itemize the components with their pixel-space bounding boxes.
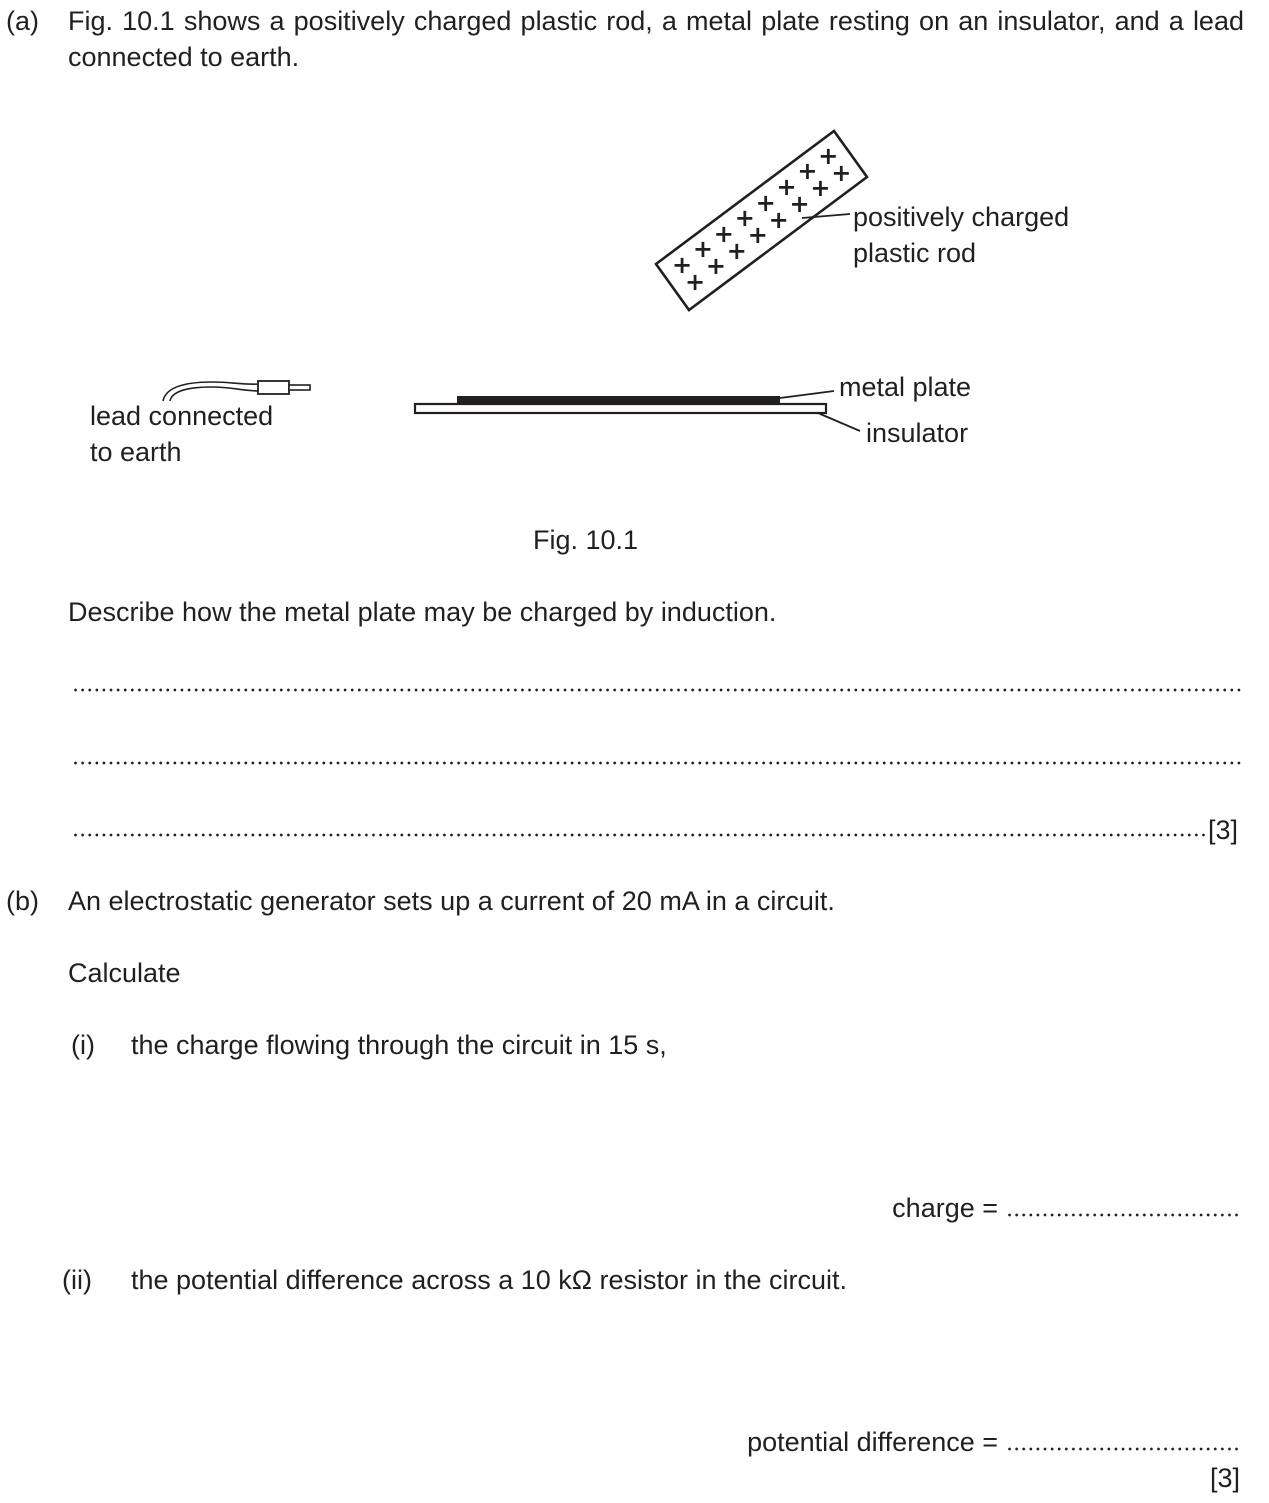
- pd-answer-label: potential difference =: [747, 1427, 998, 1457]
- rod-label-line2: plastic rod: [853, 238, 977, 268]
- plate-leader-line: [780, 391, 834, 398]
- insulator-shape: [415, 404, 826, 413]
- sub-ii-label: (ii): [62, 1265, 92, 1295]
- part-a-label: (a): [6, 6, 39, 36]
- plus-sign: +: [776, 173, 797, 201]
- figure-10-1: [0, 0, 1269, 520]
- plus-sign: +: [734, 204, 755, 233]
- plus-sign: +: [685, 268, 706, 296]
- plus-sign: +: [672, 251, 693, 279]
- answer-line-2[interactable]: [72, 760, 1242, 766]
- metal-plate-shape: [457, 396, 780, 404]
- lead-label-line1: lead connected: [90, 401, 274, 431]
- plus-sign: +: [692, 235, 713, 264]
- sub-ii-text: the potential difference across a 10 kΩ resistor in the circuit.: [131, 1265, 848, 1295]
- plus-sign: +: [726, 236, 747, 265]
- insulator-leader-line: [818, 413, 860, 431]
- part-b-intro: An electrostatic generator sets up a current of 20 mA in a circuit.: [68, 886, 835, 916]
- plus-sign: +: [810, 174, 831, 203]
- sub-i-label: (i): [71, 1030, 95, 1060]
- answer-line-1[interactable]: [72, 687, 1242, 693]
- plus-sign: +: [705, 252, 726, 281]
- lead-label-line2: to earth: [90, 437, 182, 467]
- sub-i-text: the charge flowing through the circuit in 15 s,: [131, 1030, 667, 1060]
- plus-sign: +: [755, 188, 776, 217]
- answer-line-3[interactable]: [72, 832, 1208, 838]
- part-a-intro: Fig. 10.1 shows a positively charged plastic rod, a metal plate resting on an insulator, and a lead connected to earth.: [68, 6, 1244, 72]
- plus-sign: +: [797, 157, 818, 186]
- plus-sign: +: [831, 158, 852, 187]
- plate-label: metal plate: [839, 372, 972, 402]
- plus-sign: +: [713, 219, 734, 248]
- pd-answer-line[interactable]: [1006, 1446, 1241, 1452]
- plus-sign: +: [747, 221, 768, 250]
- part-b-label: (b): [6, 886, 39, 916]
- figure-caption: Fig. 10.1: [533, 525, 639, 555]
- charge-answer-line[interactable]: [1006, 1212, 1241, 1218]
- part-b-marks: [3]: [1210, 1463, 1241, 1493]
- part-a-marks: [3]: [1208, 815, 1239, 845]
- part-b-instruction: Calculate: [68, 958, 181, 988]
- rod-label-line1: positively charged: [853, 202, 1070, 232]
- plus-sign: +: [789, 190, 810, 218]
- part-a-question: Describe how the metal plate may be charged by induction.: [68, 597, 777, 627]
- insulator-label: insulator: [866, 418, 969, 448]
- charge-answer-label: charge =: [892, 1193, 998, 1223]
- plus-sign: +: [768, 205, 789, 234]
- plus-sign: +: [818, 141, 839, 170]
